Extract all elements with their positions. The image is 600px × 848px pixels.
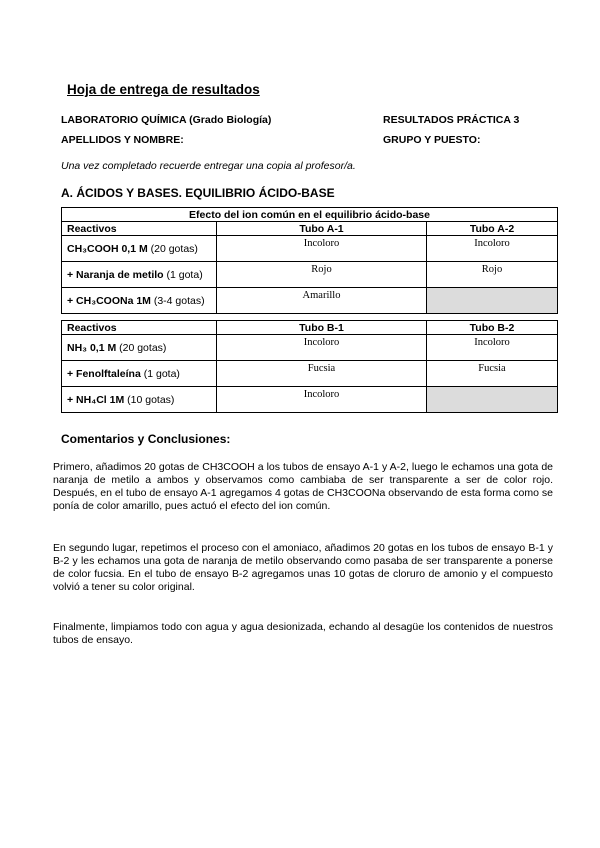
result-cell: Incoloro	[427, 236, 558, 262]
result-cell: Incoloro	[217, 236, 427, 262]
delivery-note: Una vez completado recuerde entregar una copia al profesor/a.	[61, 160, 356, 172]
result-cell: Fucsia	[427, 361, 558, 387]
reagent-cell: NH₃ 0,1 M (20 gotas)	[62, 335, 217, 361]
paragraph-1: Primero, añadimos 20 gotas de CH3COOH a los tubos de ensayo A-1 y A-2, luego le echamos una gota de naranja de metilo a ambos y observamos como cambiaba de ser transparente a ser de color rojo. Después, en el tubo de ensayo A-1 agregamos 4 gotas de CH3COONa observando de esta forma como se ponía de color amarillo, pues actuó el efecto del ion común.	[53, 461, 553, 512]
practice-label: RESULTADOS PRÁCTICA 3	[383, 114, 520, 126]
table-a-header-a2: Tubo A-2	[427, 222, 558, 236]
result-cell: Incoloro	[217, 335, 427, 361]
empty-cell	[427, 387, 558, 413]
table-a-caption: Efecto del ion común en el equilibrio ácido-base	[62, 208, 558, 222]
reagent-cell: + Fenolftaleína (1 gota)	[62, 361, 217, 387]
table-row	[62, 335, 558, 361]
names-label: APELLIDOS Y NOMBRE:	[61, 134, 184, 146]
group-label: GRUPO Y PUESTO:	[383, 134, 481, 146]
table-b	[61, 320, 558, 413]
table-b-header-reagents: Reactivos	[62, 321, 217, 335]
table-b-header-b1: Tubo B-1	[217, 321, 427, 335]
table-a-header-a1: Tubo A-1	[217, 222, 427, 236]
reagent-cell: + NH₄Cl 1M (10 gotas)	[62, 387, 217, 413]
paragraph-2: En segundo lugar, repetimos el proceso con el amoniaco, añadimos 20 gotas en los tubos de ensayo B-1 y B-2 y les echamos una gota de naranja de metilo observando como pasaba de ser transparente a ponerse de color fucsia. En el tubo de ensayo B-2 agregamos unas 10 gotas de cloruro de amonio y el compuesto volvió a tener su color original.	[53, 542, 553, 593]
table-row	[62, 387, 558, 413]
table-row	[62, 236, 558, 262]
table-a-header-reagents: Reactivos	[62, 222, 217, 236]
lab-label: LABORATORIO QUÍMICA (Grado Biología)	[61, 114, 272, 126]
result-cell: Amarillo	[217, 288, 427, 314]
table-row	[62, 288, 558, 314]
reagent-cell: + Naranja de metilo (1 gota)	[62, 262, 217, 288]
paragraph-3: Finalmente, limpiamos todo con agua y agua desionizada, echando al desagüe los contenidos de nuestros tubos de ensayo.	[53, 621, 553, 646]
result-cell: Rojo	[217, 262, 427, 288]
result-cell: Fucsia	[217, 361, 427, 387]
table-row	[62, 262, 558, 288]
table-b-header-b2: Tubo B-2	[427, 321, 558, 335]
document-title: Hoja de entrega de resultados	[67, 82, 260, 97]
table-a	[61, 207, 558, 314]
empty-cell	[427, 288, 558, 314]
result-cell: Rojo	[427, 262, 558, 288]
result-cell: Incoloro	[427, 335, 558, 361]
section-title: A. ÁCIDOS Y BASES. EQUILIBRIO ÁCIDO-BASE	[61, 186, 335, 200]
reagent-cell: CH₃COOH 0,1 M (20 gotas)	[62, 236, 217, 262]
result-cell: Incoloro	[217, 387, 427, 413]
table-row	[62, 361, 558, 387]
comments-title: Comentarios y Conclusiones:	[61, 432, 231, 446]
reagent-cell: + CH₃COONa 1M (3-4 gotas)	[62, 288, 217, 314]
